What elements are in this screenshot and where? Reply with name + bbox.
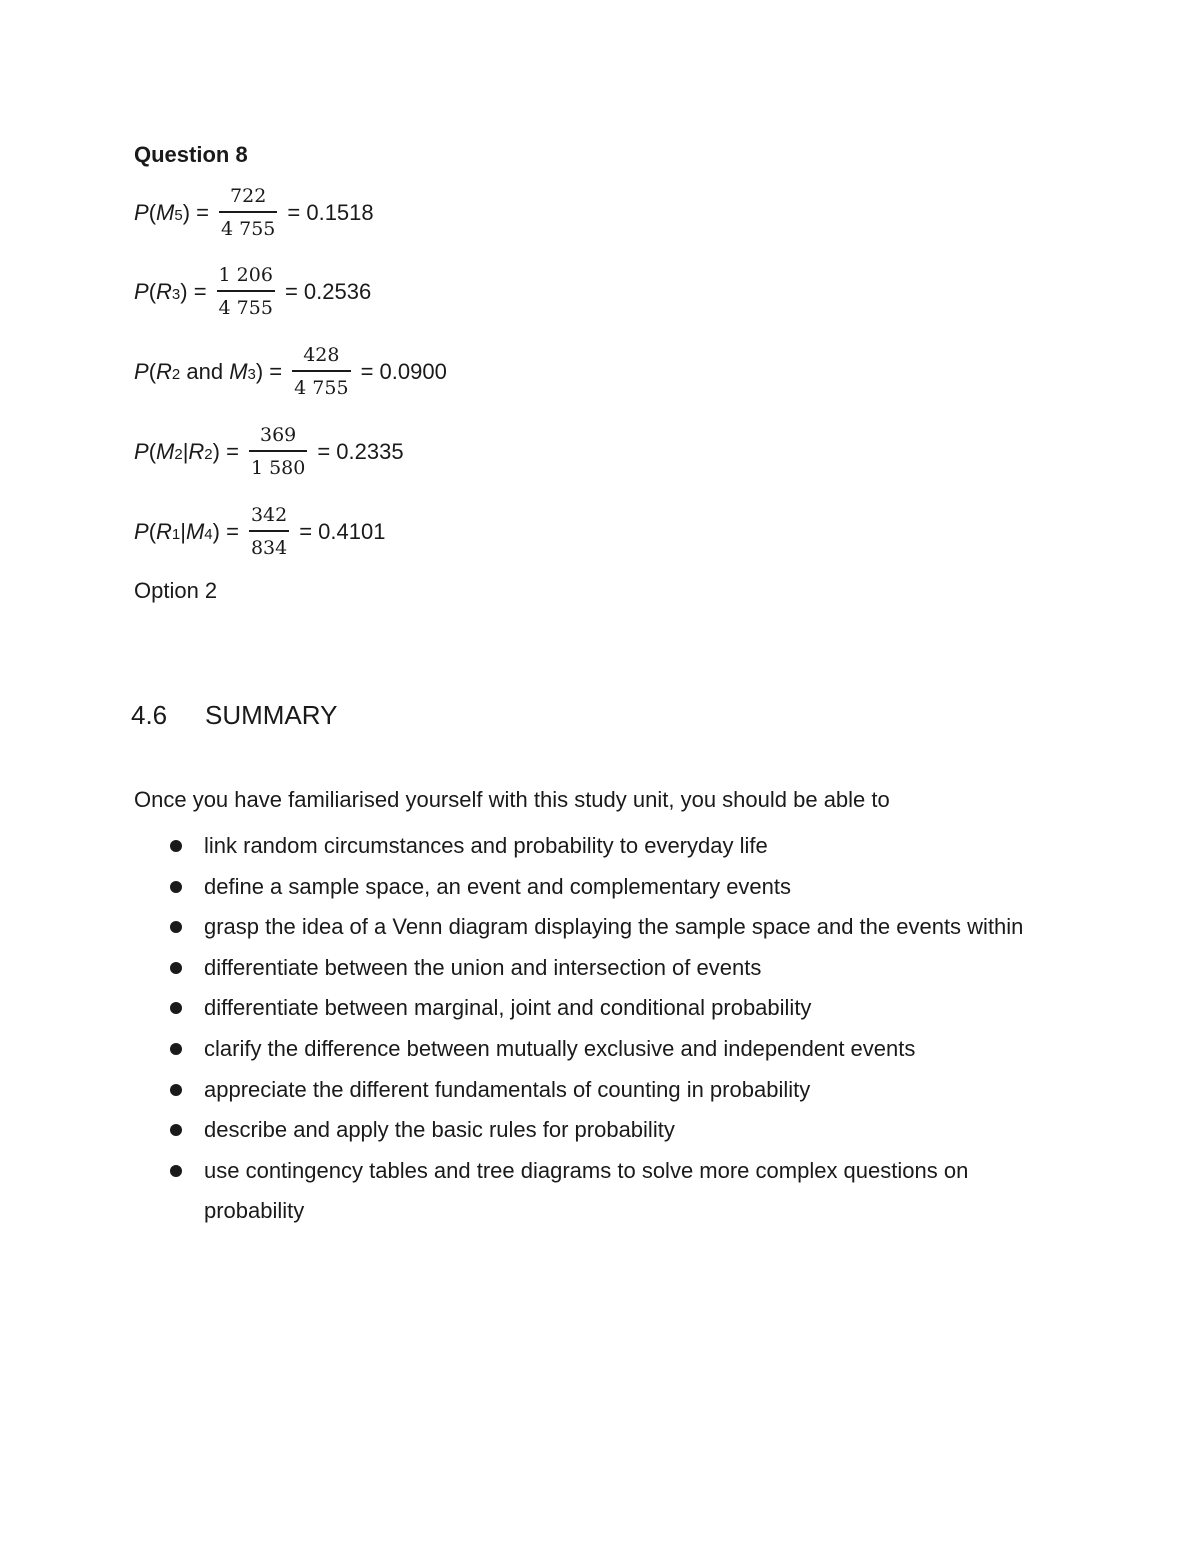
equation-2: [134, 265, 371, 318]
bullet-icon: [170, 1124, 182, 1136]
bullet-icon: [170, 881, 182, 893]
equation-5: [134, 505, 385, 558]
fraction-denominator: 4 755: [294, 377, 349, 399]
list-item: link random circumstances and probability to everyday life: [168, 826, 1048, 867]
equation-result: = 0.4101: [299, 518, 386, 544]
bullet-icon: [170, 921, 182, 933]
equation-4: [134, 425, 404, 478]
bullet-icon: [170, 962, 182, 974]
bullet-icon: [170, 1084, 182, 1096]
section-number: 4.6: [131, 700, 168, 730]
fraction: [249, 505, 289, 558]
equation-result: = 0.2335: [317, 438, 404, 464]
fraction-numerator: 722: [230, 185, 267, 207]
equation-1: [134, 186, 374, 239]
list-item: differentiate between the union and intersection of events: [168, 948, 1048, 989]
equation-lhs: P ( M 2 | R 2 ) =: [134, 438, 239, 464]
list-item: clarify the difference between mutually exclusive and independent events: [168, 1029, 1048, 1070]
equation-lhs: P ( R 2 and M 3 ) =: [134, 358, 283, 384]
list-item: grasp the idea of a Venn diagram displaying the sample space and the events within: [168, 907, 1048, 948]
section-title: SUMMARY: [205, 700, 338, 730]
equation-result: = 0.1518: [287, 199, 374, 225]
fraction: [217, 265, 275, 318]
fraction-denominator: 4 755: [220, 218, 276, 240]
fraction-numerator: 342: [250, 504, 288, 526]
bullet-icon: [170, 1002, 182, 1014]
list-item: appreciate the different fundamentals of counting in probability: [168, 1070, 1048, 1111]
equation-result: = 0.0900: [360, 358, 447, 384]
bullet-icon: [170, 1043, 182, 1055]
fraction-numerator: 1 206: [218, 264, 273, 286]
fraction: [249, 425, 307, 478]
list-item: use contingency tables and tree diagrams to solve more complex questions on probability: [168, 1151, 1048, 1232]
fraction-denominator: 1 580: [250, 457, 306, 479]
list-item: differentiate between marginal, joint and conditional probability: [168, 988, 1048, 1029]
fraction: [292, 345, 350, 398]
bullet-icon: [170, 1165, 182, 1177]
fraction-numerator: 369: [260, 424, 297, 446]
summary-intro: Once you have familiarised yourself with this study unit, you should be able to: [134, 787, 890, 812]
answer-option: Option 2: [134, 578, 218, 603]
equation-3: [134, 345, 447, 398]
fraction-numerator: 428: [303, 344, 340, 366]
list-item: describe and apply the basic rules for probability: [168, 1110, 1048, 1151]
summary-list: [168, 826, 1048, 1232]
equation-lhs: P ( R 1 | M 4 ) =: [134, 518, 239, 544]
list-item: define a sample space, an event and complementary events: [168, 867, 1048, 908]
fraction: [219, 186, 277, 239]
equation-result: = 0.2536: [284, 278, 372, 304]
bullet-icon: [170, 840, 182, 852]
fraction-denominator: 4 755: [218, 297, 273, 319]
question-title: Question 8: [134, 142, 248, 167]
fraction-denominator: 834: [250, 537, 288, 559]
equation-lhs: P ( R 3 ) =: [134, 278, 207, 304]
equation-lhs: P ( M 5 ) =: [134, 199, 209, 225]
